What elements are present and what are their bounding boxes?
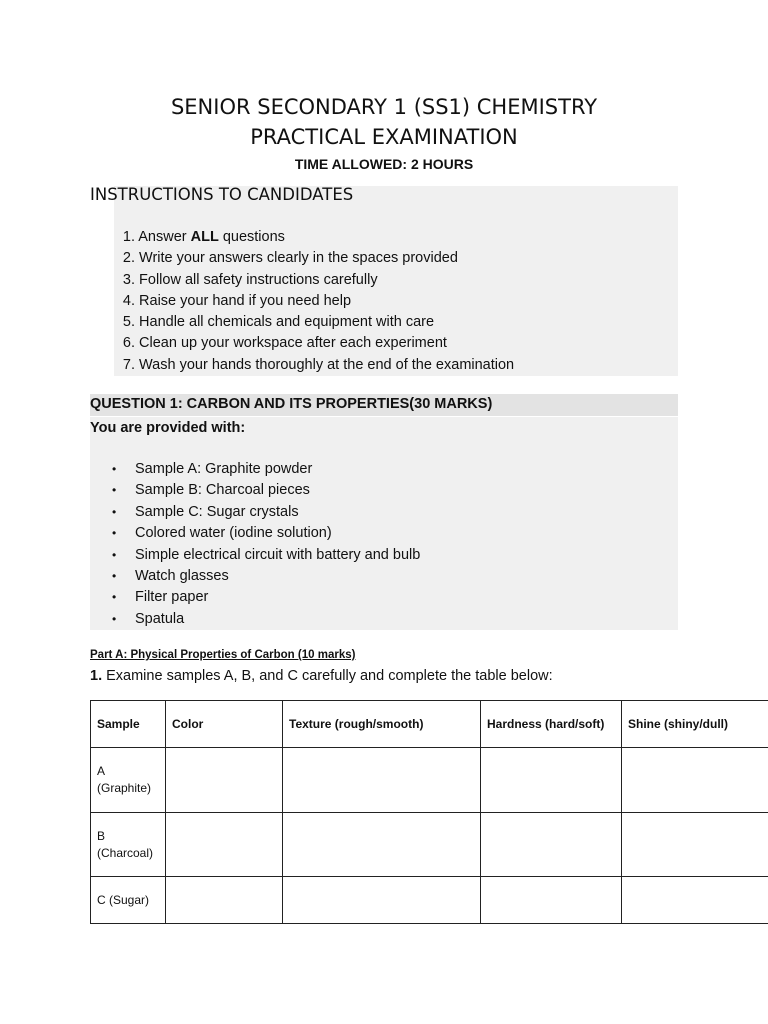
instruction-number: 6. xyxy=(122,335,135,352)
instruction-number: 4. xyxy=(122,292,135,309)
properties-table xyxy=(90,700,768,924)
instruction-text-body: Raise your hand if you need help xyxy=(139,292,352,309)
table-cell-answer[interactable] xyxy=(622,748,768,813)
instruction-item xyxy=(90,291,514,312)
question-prompt xyxy=(90,668,553,684)
table-header-cell: Color xyxy=(166,701,283,748)
materials-list xyxy=(90,459,420,630)
table-cell-answer[interactable] xyxy=(481,748,622,813)
instruction-text-body: Clean up your workspace after each experiment xyxy=(139,335,447,352)
instruction-item xyxy=(90,333,514,354)
instruction-text xyxy=(139,272,378,288)
table-cell-sample: A (Graphite) xyxy=(91,748,166,813)
question-text: Examine samples A, B, and C carefully and complete the table below: xyxy=(102,668,553,684)
bullet-icon: • xyxy=(112,547,117,562)
material-item xyxy=(90,609,420,630)
time-allowed: TIME ALLOWED: 2 HOURS xyxy=(294,156,474,172)
instruction-text xyxy=(138,229,285,245)
exam-title-line1: SENIOR SECONDARY 1 (SS1) CHEMISTRY xyxy=(170,95,598,119)
material-item xyxy=(90,459,420,480)
instruction-number: 5. xyxy=(122,314,135,331)
material-text: Spatula xyxy=(135,610,185,627)
instruction-text-post: questions xyxy=(218,229,285,245)
bullet-icon: • xyxy=(112,611,117,626)
bullet-icon: • xyxy=(112,483,117,498)
instruction-text-body: Write your answers clearly in the spaces provided xyxy=(139,250,458,267)
question1-heading: QUESTION 1: CARBON AND ITS PROPERTIES(30 MARKS) xyxy=(90,396,493,412)
instruction-number: 7. xyxy=(122,356,135,373)
material-item xyxy=(90,480,420,501)
material-text: Sample B: Charcoal pieces xyxy=(135,482,310,499)
instruction-text xyxy=(139,250,458,266)
instruction-text-pre: Answer xyxy=(138,229,191,245)
bullet-icon: • xyxy=(112,590,117,605)
instruction-number: 2. xyxy=(122,250,135,267)
provided-heading: You are provided with: xyxy=(90,420,246,436)
question-number: 1. xyxy=(90,668,103,684)
part-a-heading: Part A: Physical Properties of Carbon (10 marks) xyxy=(90,649,356,661)
instruction-item xyxy=(90,227,514,248)
table-header-row xyxy=(91,701,768,748)
table-cell-answer[interactable] xyxy=(283,748,481,813)
table-row xyxy=(91,813,768,877)
table-cell-answer[interactable] xyxy=(166,877,283,924)
material-item xyxy=(90,502,420,523)
table-cell-sample: C (Sugar) xyxy=(91,877,166,924)
bullet-icon: • xyxy=(112,504,117,519)
table-cell-answer[interactable] xyxy=(166,813,283,877)
bullet-icon: • xyxy=(112,526,117,541)
material-item xyxy=(90,566,420,587)
material-text: Sample A: Graphite powder xyxy=(135,461,313,477)
instruction-text xyxy=(139,335,447,351)
table-header-cell: Sample xyxy=(91,701,166,748)
bullet-icon: • xyxy=(112,568,117,583)
table-cell-answer[interactable] xyxy=(481,877,622,924)
instruction-text-body: Wash your hands thoroughly at the end of the examination xyxy=(139,356,515,373)
table-cell-answer[interactable] xyxy=(166,748,283,813)
material-item xyxy=(90,523,420,544)
table-cell-sample: B (Charcoal) xyxy=(91,813,166,877)
instruction-number: 1. xyxy=(122,229,135,245)
table-row xyxy=(91,877,768,924)
table-cell-answer[interactable] xyxy=(622,813,768,877)
instruction-text-body: Follow all safety instructions carefully xyxy=(139,271,378,288)
material-item xyxy=(90,587,420,608)
instruction-item xyxy=(90,248,514,269)
material-text: Simple electrical circuit with battery and bulb xyxy=(135,546,421,563)
instruction-text-body: Handle all chemicals and equipment with care xyxy=(139,314,435,331)
table-cell-answer[interactable] xyxy=(481,813,622,877)
table-row xyxy=(91,748,768,813)
instruction-text xyxy=(139,314,434,330)
material-item xyxy=(90,545,420,566)
table-cell-answer[interactable] xyxy=(622,877,768,924)
table-header-cell: Texture (rough/smooth) xyxy=(283,701,481,748)
exam-title-line2: PRACTICAL EXAMINATION xyxy=(250,125,518,149)
exam-title-block xyxy=(0,92,768,172)
material-text: Colored water (iodine solution) xyxy=(135,525,332,542)
material-text: Filter paper xyxy=(135,589,209,606)
instruction-text xyxy=(139,357,514,373)
instructions-list xyxy=(90,227,514,376)
instruction-text xyxy=(139,293,351,309)
bullet-icon: • xyxy=(112,462,117,476)
table-header-cell: Shine (shiny/dull) xyxy=(622,701,768,748)
table-cell-answer[interactable] xyxy=(283,813,481,877)
instruction-item xyxy=(90,270,514,291)
instructions-heading: INSTRUCTIONS TO CANDIDATES xyxy=(90,185,354,204)
instruction-text-bold: ALL xyxy=(190,229,219,245)
material-text: Watch glasses xyxy=(135,567,229,584)
table-cell-answer[interactable] xyxy=(283,877,481,924)
material-text: Sample C: Sugar crystals xyxy=(135,503,299,520)
instruction-item xyxy=(90,355,514,376)
instruction-number: 3. xyxy=(122,271,135,288)
table-header-cell: Hardness (hard/soft) xyxy=(481,701,622,748)
instruction-item xyxy=(90,312,514,333)
